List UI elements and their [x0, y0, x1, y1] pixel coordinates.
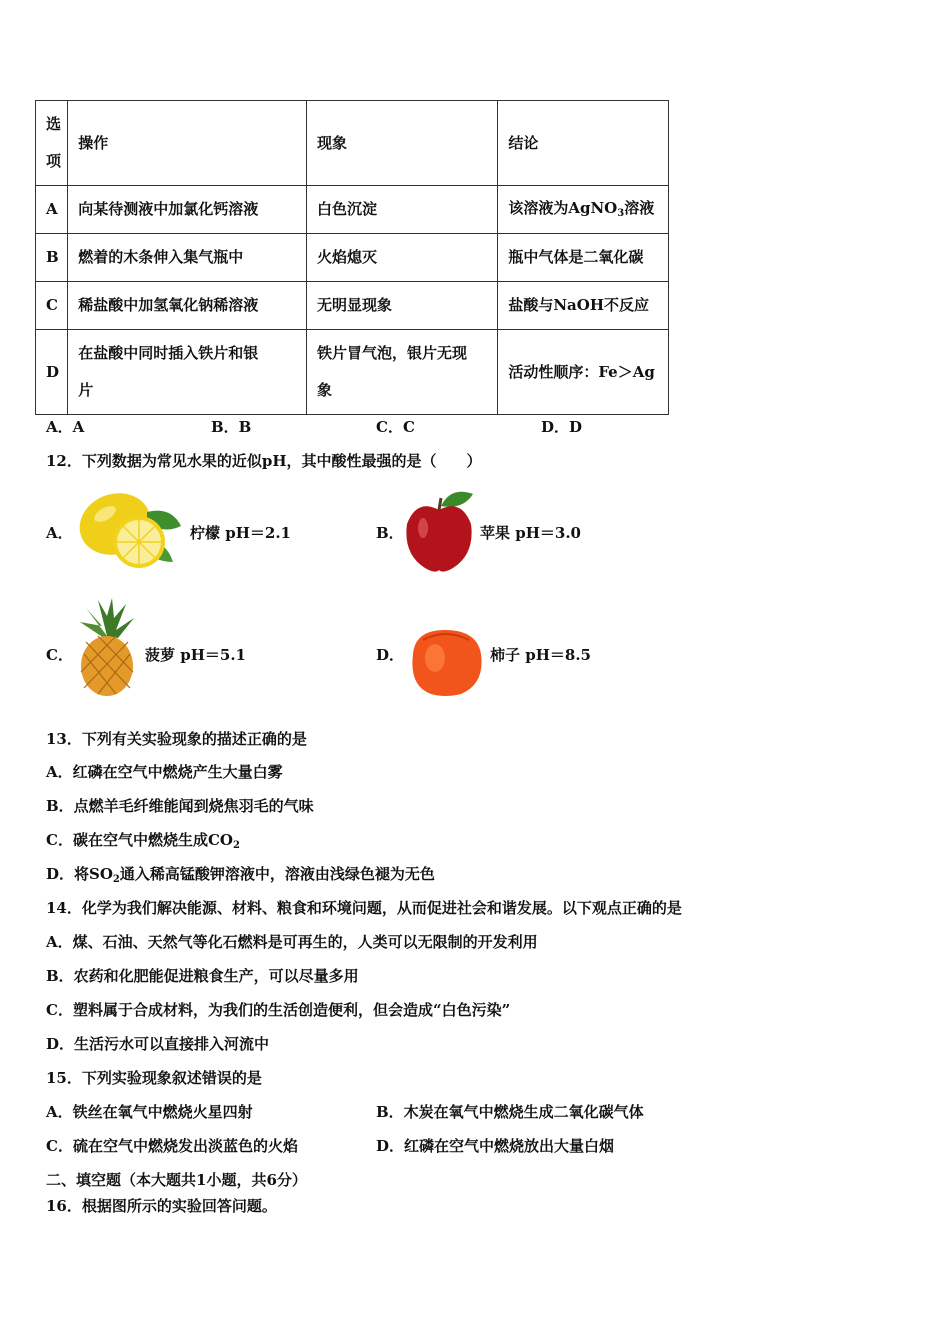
cell-conclusion: 盐酸与NaOH不反应 [498, 282, 669, 330]
q12-option-c-letter: C． [46, 646, 73, 664]
answer-option-a: A．A [46, 418, 85, 436]
apple-icon [403, 484, 477, 572]
q13-c-sub: 2 [232, 840, 240, 851]
q12-option-b-label: 苹果 pH＝3.0 [480, 524, 581, 542]
q13-option-c [46, 829, 240, 850]
concl-post: 溶液 [624, 199, 655, 217]
cell-option: B [36, 234, 68, 282]
table-row [36, 186, 669, 234]
q15-stem: 15．下列实验现象叙述错误的是 [46, 1069, 262, 1087]
q11-table [35, 100, 669, 415]
q13-d-sub: 2 [112, 874, 120, 885]
header-option [36, 101, 68, 186]
q14-option-b: B．农药和化肥能促进粮食生产，可以尽量多用 [46, 967, 359, 985]
q16-stem: 16．根据图所示的实验回答问题。 [46, 1197, 277, 1215]
table-header-row [36, 101, 669, 186]
cell-phenomenon [306, 330, 497, 415]
table-row [36, 282, 669, 330]
q14-option-c: C．塑料属于合成材料，为我们的生活创造便利，但会造成“白色污染” [46, 1001, 511, 1019]
table-row [36, 330, 669, 415]
concl-pre: 该溶液为AgNO [508, 199, 618, 217]
q13-d-text-pre: D．将SO [46, 865, 113, 883]
lemon-icon [73, 484, 187, 576]
cell-operation: 稀盐酸中加氢氧化钠稀溶液 [68, 282, 307, 330]
q13-d-text-post: 通入稀高锰酸钾溶液中，溶液由浅绿色褪为无色 [119, 865, 435, 883]
q12-option-a-label: 柠檬 pH＝2.1 [190, 524, 291, 542]
cell-phenomenon: 火焰熄灭 [306, 234, 497, 282]
cell-phenomenon: 无明显现象 [306, 282, 497, 330]
q12-option-a-letter: A． [46, 524, 73, 542]
cell-operation: 向某待测液中加氯化钙溶液 [68, 186, 307, 234]
section-title: 二、填空题（本大题共1小题，共6分） [46, 1171, 307, 1189]
answer-option-c: C．C [376, 418, 415, 436]
q15-option-b: B．木炭在氧气中燃烧生成二氧化碳气体 [376, 1103, 644, 1121]
q13-c-text: C．碳在空气中燃烧生成CO [46, 831, 233, 849]
q12-option-c-label: 菠萝 pH＝5.1 [145, 646, 246, 664]
cell-option: C [36, 282, 68, 330]
cell-operation [68, 330, 307, 415]
q13-option-d [46, 863, 435, 884]
q13-stem: 13．下列有关实验现象的描述正确的是 [46, 730, 307, 748]
q12-stem: 12．下列数据为常见水果的近似pH，其中酸性最强的是（ ） [46, 452, 482, 470]
cell-option: A [36, 186, 68, 234]
header-operation: 操作 [68, 101, 307, 186]
header-conclusion: 结论 [498, 101, 669, 186]
cell-line: 在盐酸中同时插入铁片和银 [78, 344, 259, 362]
pineapple-icon [76, 596, 138, 698]
concl-sub: 3 [617, 208, 625, 219]
header-phenomenon: 现象 [306, 101, 497, 186]
q12-option-d-letter: D． [376, 646, 405, 664]
cell-phenomenon: 白色沉淀 [306, 186, 497, 234]
q15-option-c: C．硫在空气中燃烧发出淡蓝色的火焰 [46, 1137, 298, 1155]
persimmon-icon [405, 624, 487, 698]
q13-option-b: B．点燃羊毛纤维能闻到烧焦羽毛的气味 [46, 797, 314, 815]
q14-stem: 14．化学为我们解决能源、材料、粮食和环境问题，从而促进社会和谐发展。以下观点正确的是 [46, 899, 682, 917]
table-row [36, 234, 669, 282]
cell-line: 象 [316, 381, 332, 399]
cell-conclusion: 瓶中气体是二氧化碳 [498, 234, 669, 282]
q12-option-b-letter: B． [376, 524, 404, 542]
header-option-line2: 项 [46, 152, 62, 170]
header-option-line1: 选 [46, 115, 62, 133]
q14-option-d: D．生活污水可以直接排入河流中 [46, 1035, 270, 1053]
cell-line: 片 [78, 381, 94, 399]
q12-option-d-label: 柿子 pH＝8.5 [490, 646, 591, 664]
q13-option-a: A．红磷在空气中燃烧产生大量白雾 [46, 763, 283, 781]
q15-option-d: D．红磷在空气中燃烧放出大量白烟 [376, 1137, 615, 1155]
cell-option: D [36, 330, 68, 415]
q14-option-a: A．煤、石油、天然气等化石燃料是可再生的，人类可以无限制的开发利用 [46, 933, 538, 951]
answer-option-b: B．B [211, 418, 252, 436]
cell-conclusion [498, 186, 669, 234]
q15-option-a: A．铁丝在氧气中燃烧火星四射 [46, 1103, 253, 1121]
cell-operation: 燃着的木条伸入集气瓶中 [68, 234, 307, 282]
cell-line: 铁片冒气泡，银片无现 [316, 344, 467, 362]
cell-conclusion: 活动性顺序：Fe＞Ag [498, 330, 669, 415]
answer-option-d: D．D [541, 418, 583, 436]
